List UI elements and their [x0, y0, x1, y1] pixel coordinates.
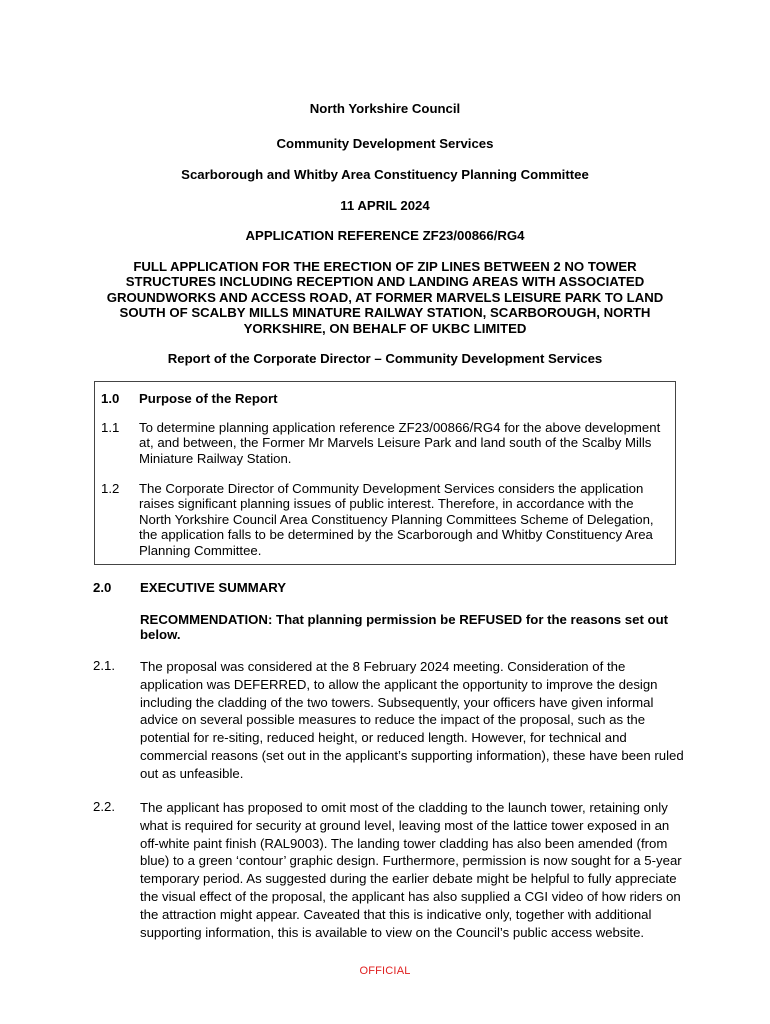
paragraph-text: The Corporate Director of Community Development Services considers the application raises significant planning issues of public interest. Therefore, in accordance with the North Yorkshire Council Area Constituency Planning Committees Scheme of Delegation, the application falls to be determined by the Scarborough and Whitby Constituency Area Planning Committee. [139, 481, 654, 558]
section-heading: Purpose of the Report [139, 391, 278, 406]
section-heading: EXECUTIVE SUMMARY [140, 580, 287, 595]
paragraph-text: The proposal was considered at the 8 February 2024 meeting. Consideration of the application was DEFERRED, to allow the applicant the opportunity to improve the design including the cladding of the two towers. Subsequently, your officers have given informal advice on several possible measures to reduce the impact of the proposal, such as the potential for re-siting, reduced height, or reduced length. However, for technical and commercial reasons (set out in the applicant’s supporting information), these have been ruled out as unfeasible. [140, 659, 684, 781]
paragraph-number: 2.1. [93, 658, 115, 673]
committee-name: Scarborough and Whitby Area Constituency Planning Committee [181, 167, 589, 182]
purpose-box [94, 381, 676, 565]
section-number: 1.0 [101, 391, 120, 406]
paragraph-number: 1.1 [101, 420, 120, 435]
application-reference: APPLICATION REFERENCE ZF23/00866/RG4 [245, 228, 525, 243]
application-description: FULL APPLICATION FOR THE ERECTION OF ZIP LINES BETWEEN 2 NO TOWER STRUCTURES INCLUDING RECEPTION AND LANDING AREAS WITH ASSOCIATED GROUNDWORKS AND ACCESS ROAD, AT FORMER MARVELS LEISURE PARK TO LAND SOUTH OF SCALBY MILLS MINATURE RAILWAY STATION, SCARBOROUGH, NORTH YORKSHIRE, ON BEHALF OF UKBC LIMITED [106, 259, 664, 336]
security-classification: OFFICIAL [359, 965, 411, 977]
service-name: Community Development Services [276, 136, 494, 151]
recommendation: RECOMMENDATION: That planning permission be REFUSED for the reasons set out below. [140, 612, 669, 643]
meeting-date: 11 APRIL 2024 [340, 198, 430, 213]
paragraph-text: The applicant has proposed to omit most of the cladding to the launch tower, retaining only what is required for security at ground level, leaving most of the lattice tower exposed in an off-white paint finish (RAL9003). The landing tower cladding has also been amended (from blue) to a green ‘contour’ graphic design. Furthermore, permission is now sought for a 5-year temporary period. As suggested during the earlier debate might be helpful to fully appreciate the visual effect of the proposal, the applicant has also supplied a CGI video of how riders on the attraction might appear. Caveated that this is indicative only, together with additional supporting information, this is available to view on the Council’s public access website. [140, 800, 682, 940]
paragraph-text: To determine planning application reference ZF23/00866/RG4 for the above development at, and between, the Former Mr Marvels Leisure Park and land south of the Scalby Mills Miniature Railway Station. [139, 420, 661, 466]
paragraph-number: 1.2 [101, 481, 120, 496]
section-number: 2.0 [93, 580, 112, 595]
paragraph-number: 2.2. [93, 799, 115, 814]
council-name: North Yorkshire Council [309, 101, 461, 116]
report-of: Report of the Corporate Director – Community Development Services [167, 351, 603, 366]
